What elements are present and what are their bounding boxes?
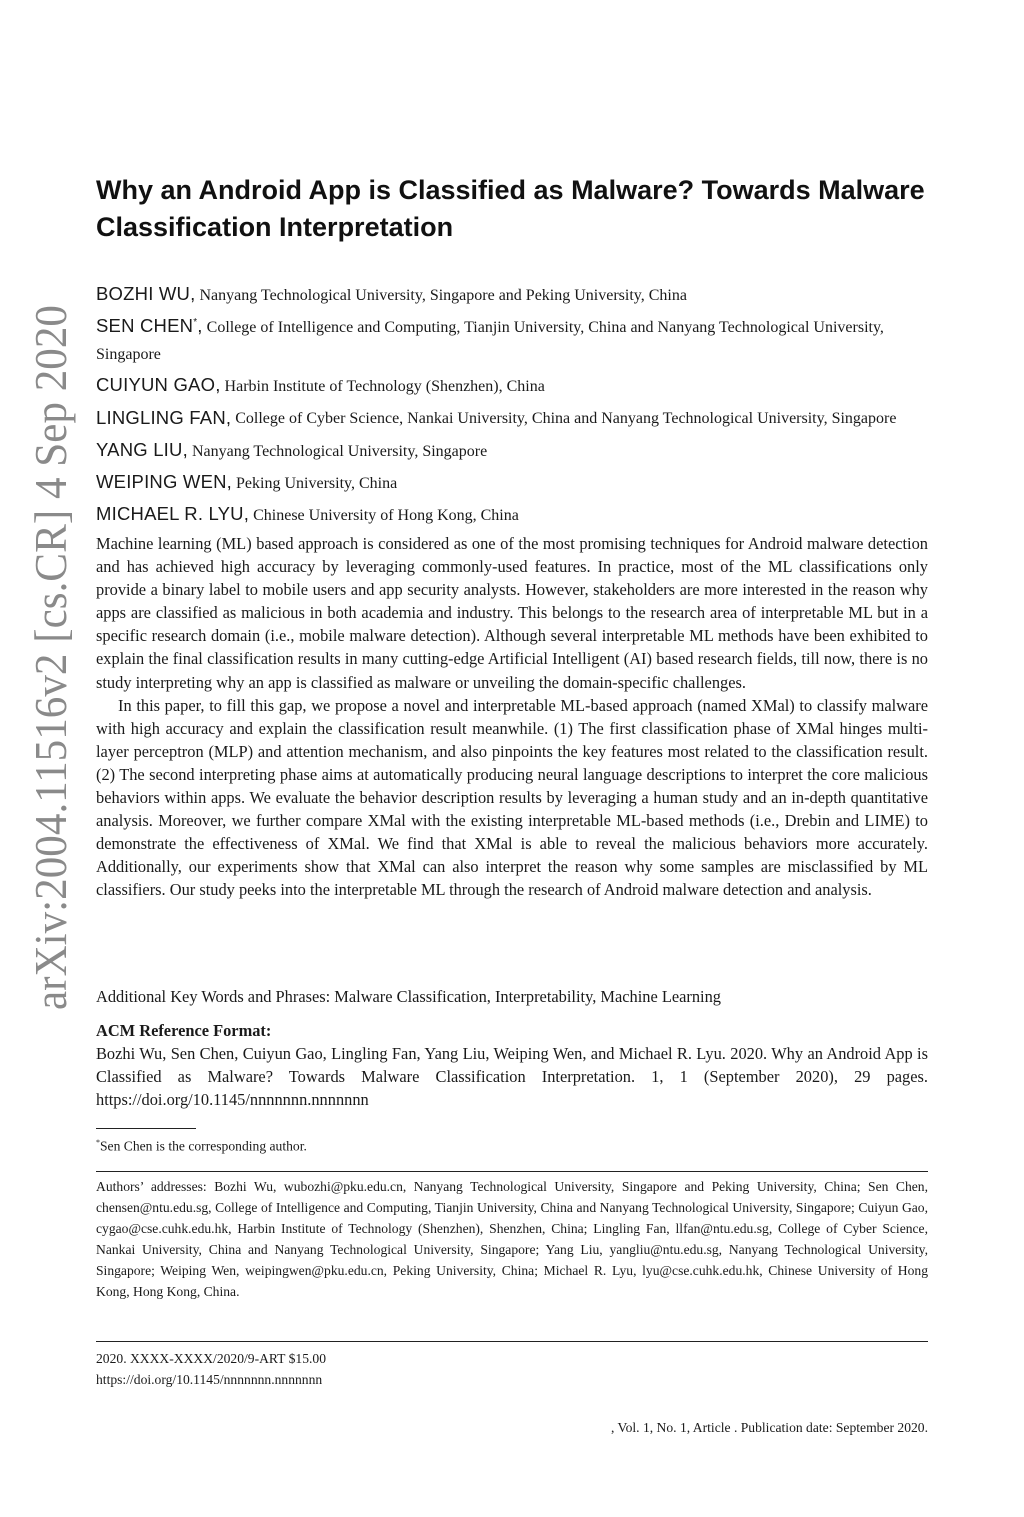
author-entry xyxy=(96,433,928,465)
author-affiliation: College of Cyber Science, Nankai University, China and Nanyang Technological University, Singapore xyxy=(235,410,897,428)
author-affiliation: College of Intelligence and Computing, Tianjin University, China and Nanyang Technological University, Singapore xyxy=(96,319,884,364)
author-name: CUIYUN GAO, xyxy=(96,374,221,396)
publication-doi: https://doi.org/10.1145/nnnnnnn.nnnnnnn xyxy=(96,1371,323,1387)
author-entry xyxy=(96,309,928,368)
abstract-paragraph: Machine learning (ML) based approach is considered as one of the most promising techniques for Android malware detection and has achieved high accuracy by leveraging commonly-used features. In practice, most of the ML classifications only provide a binary label to mobile users and app security analysts. However, stakeholders are more interested in the reason why apps are classified as malicious in both academia and industry. This belongs to the research area of interpretable ML but in a specific research domain (i.e., mobile malware detection). Although several interpretable ML methods have been exhibited to explain the final classification results in many cutting-edge Artificial Intelligent (AI) based research fields, till now, there is no study interpreting why an app is classified as malware or unveiling the domain-specific challenges. xyxy=(96,534,928,692)
keywords: Additional Key Words and Phrases: Malware Classification, Interpretability, Machine Learning xyxy=(96,987,721,1006)
abstract-paragraph: In this paper, to fill this gap, we propose a novel and interpretable ML-based approach (named XMal) to classify malware with high accuracy and explain the classification result meanwhile. (1) The first classification phase of XMal hinges multi-layer perceptron (MLP) and attention mechanism, and also pinpoints the key features most related to the classification result. (2) The second interpreting phase aims at automatically producing neural language descriptions to interpret the core malicious behaviors within apps. We evaluate the behavior description results by leveraging a human study and an in-depth quantitative analysis. Moreover, we further compare XMal with the existing interpretable ML-based methods (i.e., Drebin and LIME) to demonstrate the effectiveness of XMal. We find that XMal is able to reveal the malicious behaviors more accurately. Additionally, our experiments show that XMal can also interpret the reason why some samples are misclassified by ML classifiers. Our study peeks into the interpretable ML through the research of Android malware detection and analysis. xyxy=(96,695,928,900)
author-addresses: Authors’ addresses: Bozhi Wu, wubozhi@pku.edu.cn, Nanyang Technological University, Singapore and Peking University, China; Sen Chen, chensen@ntu.edu.sg, College of Intelligence and Computing, Tianjin University, China and Nanyang Technological University, Singapore; Cuiyun Gao, cygao@cse.cuhk.edu.hk, Harbin Institute of Technology (Shenzhen), Shenzhen, China; Lingling Fan, llfan@ntu.edu.sg, College of Cyber Science, Nankai University, China and Nanyang Technological University, Singapore; Yang Liu, yangliu@ntu.edu.sg, Nanyang Technological University, Singapore; Weiping Wen, weipingwen@pku.edu.cn, Peking University, China; Michael R. Lyu, lyu@cse.cuhk.edu.hk, Chinese University of Hong Kong, Hong Kong, China. xyxy=(96,1179,928,1299)
arxiv-stamp-text: arXiv:2004.11516v2 [cs.CR] 4 Sep 2020 xyxy=(25,300,76,1010)
author-affiliation: Chinese University of Hong Kong, China xyxy=(253,507,519,525)
acm-reference-text: Bozhi Wu, Sen Chen, Cuiyun Gao, Lingling Fan, Yang Liu, Weiping Wen, and Michael R. Lyu. 2020. Why an Android App is Classified as Malware? Towards Malware Classification Interpretation. 1, 1 (September 2020), 29 pages. https://doi.org/10.1145/nnnnnnn.nnnnnnn xyxy=(96,1044,928,1110)
abstract xyxy=(96,532,928,902)
paper-title: Why an Android App is Classified as Malware? Towards Malware Classification Interpretation xyxy=(96,175,925,242)
publication-price: 2020. XXXX-XXXX/2020/9-ART $15.00 xyxy=(96,1351,327,1366)
author-affiliation: Harbin Institute of Technology (Shenzhen), China xyxy=(224,378,545,396)
author-entry xyxy=(96,368,928,400)
footnote-text: Sen Chen is the corresponding author. xyxy=(100,1138,307,1154)
running-footer: , Vol. 1, No. 1, Article . Publication date: September 2020. xyxy=(610,1420,928,1435)
author-name: LINGLING FAN, xyxy=(96,406,232,428)
author-entry xyxy=(96,400,928,432)
arxiv-stamp-svg xyxy=(20,300,80,1020)
footnote-rule xyxy=(96,1128,196,1129)
author-list xyxy=(96,277,928,529)
author-name: SEN CHEN*, xyxy=(96,315,203,337)
author-name: MICHAEL R. LYU, xyxy=(96,503,250,525)
footnote xyxy=(96,1133,928,1157)
author-affiliation: Peking University, China xyxy=(236,474,398,492)
author-affiliation: Nanyang Technological University, Singapore xyxy=(191,442,488,460)
acm-reference-heading: ACM Reference Format: xyxy=(96,1021,272,1040)
addresses-rule xyxy=(96,1171,928,1172)
author-entry xyxy=(96,465,928,497)
author-entry xyxy=(96,277,928,309)
author-entry xyxy=(96,497,928,529)
author-name: YANG LIU, xyxy=(96,438,188,460)
author-affiliation: Nanyang Technological University, Singapore and Peking University, China xyxy=(199,287,687,305)
footnote-mark: * xyxy=(96,1138,100,1147)
author-name: BOZHI WU, xyxy=(96,283,196,305)
acm-reference xyxy=(96,1019,928,1111)
pubinfo-rule xyxy=(96,1341,928,1342)
author-name: WEIPING WEN, xyxy=(96,470,233,492)
arxiv-stamp xyxy=(20,300,80,1020)
publication-info xyxy=(96,1349,928,1390)
